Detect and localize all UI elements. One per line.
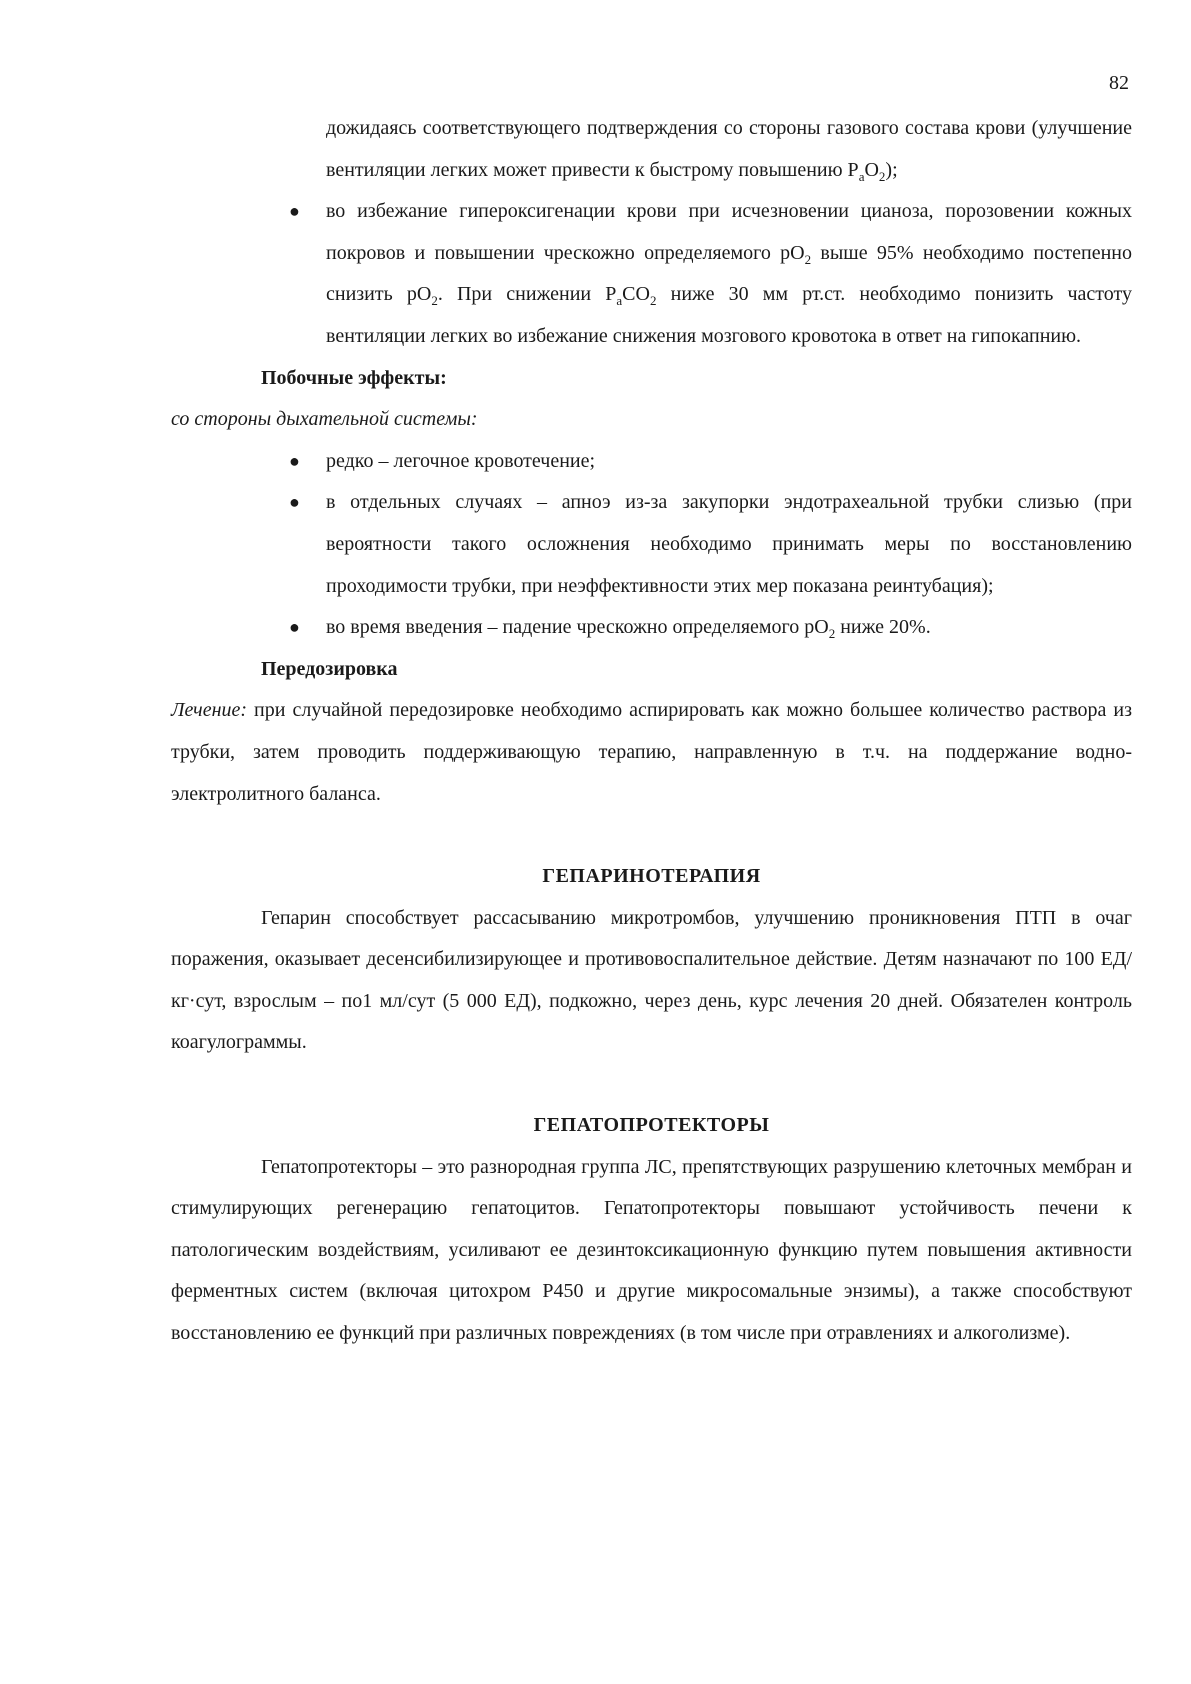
hyper-text-1: во избежание гипероксигенации крови при исчезновении цианоза, порозовении кожных покровов и повышении чрескожно определяемого pO xyxy=(326,200,1132,264)
respiratory-label-colon: : xyxy=(470,408,478,431)
bullet-icon: ● xyxy=(289,450,300,471)
heparin-section-title: ГЕПАРИНОТЕРАПИЯ xyxy=(542,865,761,888)
overdose-heading: Передозировка xyxy=(261,657,398,680)
list-item xyxy=(171,441,1132,483)
intro-text-o: O xyxy=(864,158,879,181)
hepatoprotectors-section-title: ГЕПАТОПРОТЕКТОРЫ xyxy=(533,1114,770,1137)
intro-subscript-2: 2 xyxy=(878,168,886,184)
side-effect-subscript: 2 xyxy=(828,626,836,642)
side-effects-heading: Побочные эффекты: xyxy=(261,366,447,389)
hyper-sub-1: 2 xyxy=(804,251,812,267)
list-item xyxy=(171,482,1132,607)
intro-continuation-paragraph xyxy=(326,108,1132,191)
bullet-icon: ● xyxy=(289,201,300,222)
hyper-text-3: . При снижении P xyxy=(437,283,617,306)
respiratory-label-text: со стороны дыхательной системы xyxy=(171,408,471,431)
hyper-text-4: CO xyxy=(622,283,650,306)
heparin-section xyxy=(171,898,1132,1064)
side-effect-text: во время введения – падение чрескожно определяемого pO xyxy=(326,616,829,639)
side-effects-list xyxy=(171,441,1132,649)
hyper-sub-4: 2 xyxy=(649,293,657,309)
list-item xyxy=(171,191,1132,357)
hepatoprotectors-paragraph: Гепатопротекторы – это разнородная группа ЛС, препятствующих разрушению клеточных мембран и стимулирующих регенерацию гепатоцитов. Гепатопротекторы повышают устойчивость печени к патологическим воздействиям, усиливают ее дезинтоксикационную функцию путем повышения активности ферментных систем (включая цитохром P450 и другие микросомальные энзимы), а также способствуют восстановлению ее функций при различных повреждениях (в том числе при отравлениях и алкоголизме). xyxy=(171,1155,1132,1345)
intro-text-end: ); xyxy=(885,158,898,181)
bullet-icon: ● xyxy=(289,492,300,513)
respiratory-label xyxy=(171,399,1132,441)
side-effect-text-end: ниже 20%. xyxy=(835,616,931,639)
hyper-text-2: выше 95% необходимо постепенно снизить pO xyxy=(326,241,1132,306)
list-item xyxy=(171,607,1132,649)
side-effect-text: в отдельных случаях – апноэ из-за закупорки эндотрахеальной трубки слизью (при вероятности такого осложнения необходимо принимать меры по восстановлению проходимости трубки, при неэффективности этих мер показана реинтубация); xyxy=(326,491,1132,597)
bullet-icon: ● xyxy=(289,617,300,638)
hyperoxygenation-list xyxy=(171,191,1132,357)
side-effect-text: редко – легочное кровотечение; xyxy=(326,449,596,472)
hyper-sub-3: a xyxy=(616,293,623,309)
intro-subscript-a: a xyxy=(858,168,865,184)
hyper-text-5: ниже 30 мм рт.ст. необходимо понизить частоту вентиляции легких во избежание снижения мозгового кровотока в ответ на гипокапнию. xyxy=(326,283,1132,347)
page-number: 82 xyxy=(1109,72,1129,94)
page-content xyxy=(171,108,1132,1355)
hepatoprotectors-section xyxy=(171,1147,1132,1355)
treatment-label: Лечение: xyxy=(171,699,248,722)
overdose-paragraph xyxy=(171,690,1132,815)
treatment-text: при случайной передозировке необходимо аспирировать как можно большее количество раствора из трубки, затем проводить поддерживающую терапию, направленную в т.ч. на поддержание водно-электролитного баланса. xyxy=(171,699,1132,805)
intro-text: дожидаясь соответствующего подтверждения со стороны газового состава крови (улучшение вентиляции легких может привести к быстрому повышению P xyxy=(326,117,1132,181)
heparin-paragraph: Гепарин способствует рассасыванию микротромбов, улучшению проникновения ПТП в очаг поражения, оказывает десенсибилизирующее и противовоспалительное действие. Детям назначают по 100 ЕД/кг·сут, взрослым – по1 мл/сут (5 000 ЕД), подкожно, через день, курс лечения 20 дней. Обязателен контроль коагулограммы. xyxy=(171,906,1132,1054)
hyper-sub-2: 2 xyxy=(431,293,438,309)
